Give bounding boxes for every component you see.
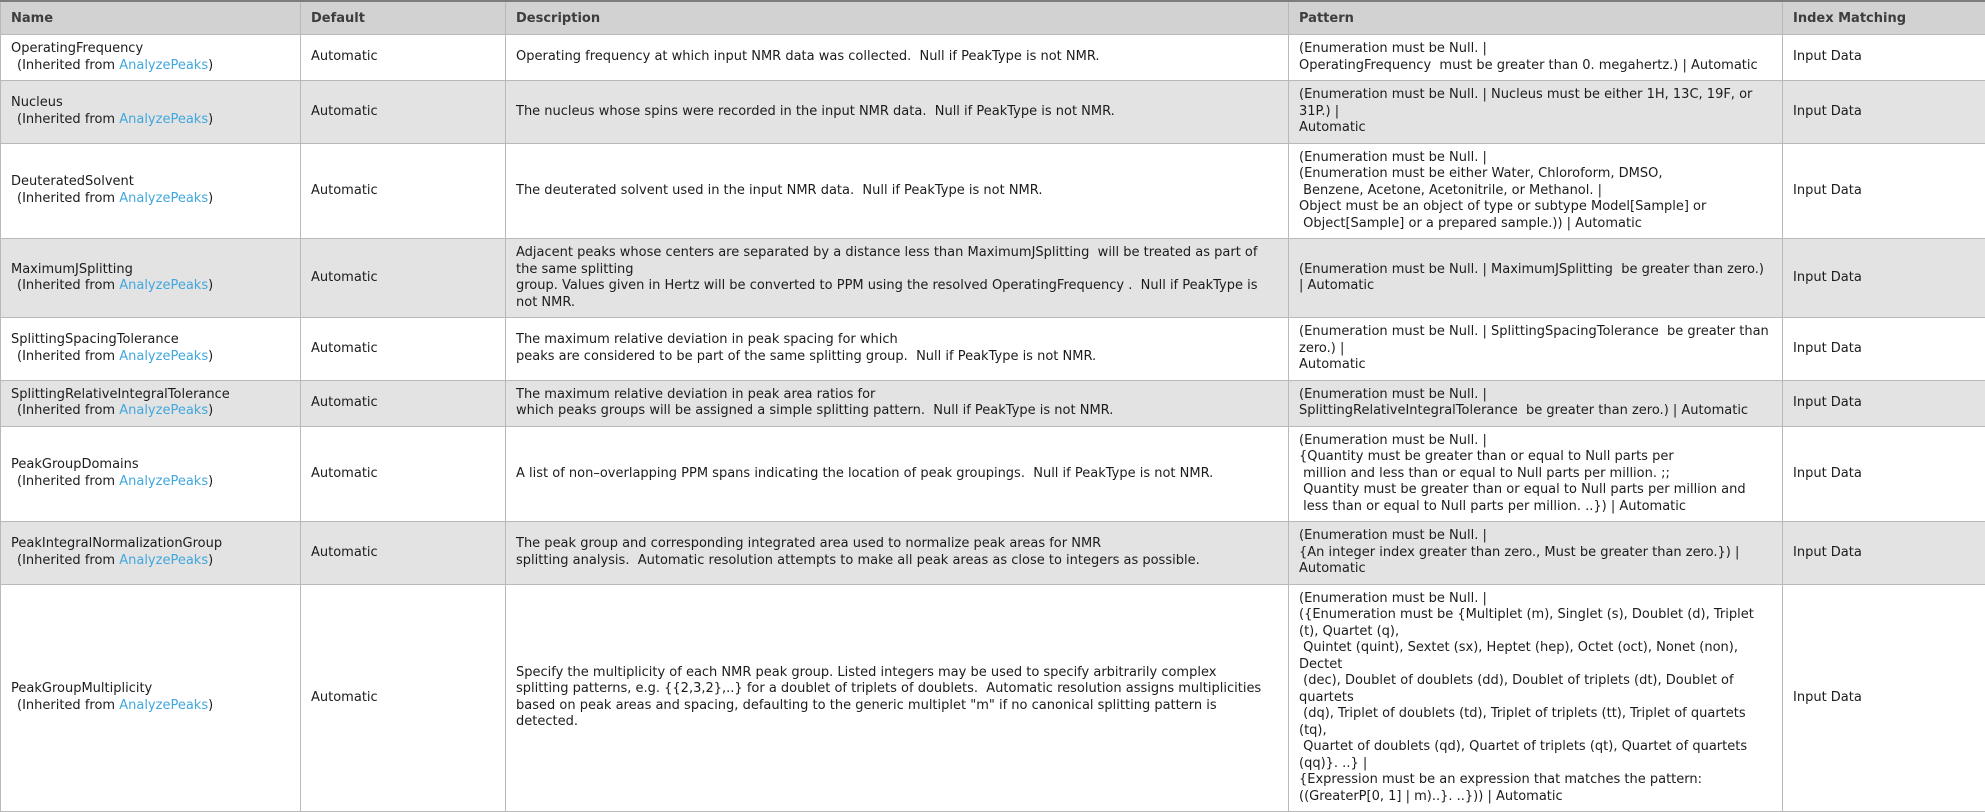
cell-description [506,81,1289,144]
analyzepeaks-link[interactable]: AnalyzePeaks [119,474,208,489]
cell-name [1,584,301,812]
cell-description [506,318,1289,381]
inherited-prefix: (Inherited from [17,58,119,73]
cell-name [1,239,301,318]
text-line: OperatingFrequency must be greater than 0. megahertz.) | Automatic [1299,58,1772,75]
cell-default: Automatic [301,426,506,522]
inherited-prefix: (Inherited from [17,553,119,568]
cell-index-matching: Input Data [1783,239,1985,318]
cell-description [506,522,1289,585]
inherited-prefix: (Inherited from [17,349,119,364]
analyzepeaks-link[interactable]: AnalyzePeaks [119,553,208,568]
column-header-pattern: Pattern [1289,1,1783,35]
text-line: (Enumeration must be Null. | [1299,433,1772,450]
table-row [1,522,1985,585]
inherited-from-line [11,403,290,420]
analyzepeaks-link[interactable]: AnalyzePeaks [119,112,208,127]
parameter-name: SplittingSpacingTolerance [11,332,290,349]
analyzepeaks-link[interactable]: AnalyzePeaks [119,191,208,206]
cell-pattern [1289,239,1783,318]
text-line: million and less than or equal to Null parts per million. ;; [1299,466,1772,483]
text-line: (Enumeration must be Null. | SplittingSpacingTolerance be greater than zero.) | [1299,324,1772,357]
column-header-default: Default [301,1,506,35]
cell-index-matching: Input Data [1783,318,1985,381]
text-line: group. Values given in Hertz will be converted to PPM using the resolved OperatingFrequency . Null if PeakType is not NMR. [516,278,1278,311]
parameter-name: PeakIntegralNormalizationGroup [11,536,290,553]
cell-name [1,426,301,522]
cell-default: Automatic [301,380,506,426]
text-line: less than or equal to Null parts per million. ..}) | Automatic [1299,499,1772,516]
inherited-suffix: ) [208,553,213,568]
cell-description [506,35,1289,81]
cell-pattern [1289,584,1783,812]
inherited-suffix: ) [208,349,213,364]
text-line: The nucleus whose spins were recorded in the input NMR data. Null if PeakType is not NMR. [516,104,1278,121]
cell-pattern [1289,81,1783,144]
inherited-suffix: ) [208,191,213,206]
table-row [1,584,1985,812]
cell-name [1,380,301,426]
table-row [1,143,1985,239]
cell-pattern [1289,143,1783,239]
text-line: Quantity must be greater than or equal to Null parts per million and [1299,482,1772,499]
inherited-prefix: (Inherited from [17,474,119,489]
table-row [1,35,1985,81]
cell-pattern [1289,522,1783,585]
text-line: (Enumeration must be either Water, Chloroform, DMSO, [1299,166,1772,183]
parameter-name: OperatingFrequency [11,41,290,58]
table-row [1,426,1985,522]
inherited-from-line [11,553,290,570]
cell-index-matching: Input Data [1783,81,1985,144]
text-line: (Enumeration must be Null. | [1299,387,1772,404]
header-row [1,1,1985,35]
cell-default: Automatic [301,35,506,81]
inherited-from-line [11,112,290,129]
text-line: Automatic [1299,357,1772,374]
text-line: (dq), Triplet of doublets (td), Triplet of triplets (tt), Triplet of quartets (tq), [1299,706,1772,739]
text-line: which peaks groups will be assigned a simple splitting pattern. Null if PeakType is not NMR. [516,403,1278,420]
text-line: Adjacent peaks whose centers are separated by a distance less than MaximumJSplitting will be treated as part of the same splitting [516,245,1278,278]
cell-name [1,81,301,144]
cell-index-matching: Input Data [1783,584,1985,812]
text-line: peaks are considered to be part of the same splitting group. Null if PeakType is not NMR. [516,349,1278,366]
cell-pattern [1289,426,1783,522]
inherited-from-line [11,58,290,75]
text-line: (Enumeration must be Null. | Nucleus must be either 1H, 13C, 19F, or 31P.) | [1299,87,1772,120]
text-line: Object must be an object of type or subtype Model[Sample] or [1299,199,1772,216]
parameter-name: PeakGroupDomains [11,457,290,474]
inherited-suffix: ) [208,698,213,713]
inherited-from-line [11,698,290,715]
inherited-suffix: ) [208,474,213,489]
text-line: {An integer index greater than zero., Must be greater than zero.}) | Automatic [1299,545,1772,578]
inherited-prefix: (Inherited from [17,112,119,127]
text-line: The maximum relative deviation in peak spacing for which [516,332,1278,349]
text-line: based on peak areas and spacing, defaulting to the generic multiplet "m" if no canonical splitting pattern is detected. [516,698,1278,731]
inherited-from-line [11,278,290,295]
cell-index-matching: Input Data [1783,35,1985,81]
cell-default: Automatic [301,584,506,812]
text-line: Specify the multiplicity of each NMR peak group. Listed integers may be used to specify arbitrarily complex [516,665,1278,682]
table-row [1,239,1985,318]
analyzepeaks-link[interactable]: AnalyzePeaks [119,58,208,73]
cell-pattern [1289,380,1783,426]
text-line: Object[Sample] or a prepared sample.)) | Automatic [1299,216,1772,233]
inherited-suffix: ) [208,403,213,418]
table-body [1,35,1985,812]
cell-default: Automatic [301,81,506,144]
cell-name [1,35,301,81]
text-line: {Quantity must be greater than or equal to Null parts per [1299,449,1772,466]
parameter-name: DeuteratedSolvent [11,174,290,191]
column-header-description: Description [506,1,1289,35]
cell-pattern [1289,35,1783,81]
text-line: splitting patterns, e.g. {{2,3,2},..} for a doublet of triplets of doublets. Automatic resolution assigns multiplicities [516,681,1278,698]
text-line: The maximum relative deviation in peak area ratios for [516,387,1278,404]
text-line: Quartet of doublets (qd), Quartet of triplets (qt), Quartet of quartets (qq)}. ..} | [1299,739,1772,772]
cell-default: Automatic [301,239,506,318]
analyzepeaks-link[interactable]: AnalyzePeaks [119,278,208,293]
cell-index-matching: Input Data [1783,143,1985,239]
table-row [1,318,1985,381]
analyzepeaks-link[interactable]: AnalyzePeaks [119,403,208,418]
parameter-name: Nucleus [11,95,290,112]
cell-index-matching: Input Data [1783,522,1985,585]
text-line: Automatic [1299,120,1772,137]
cell-index-matching: Input Data [1783,380,1985,426]
text-line: (Enumeration must be Null. | [1299,41,1772,58]
inherited-prefix: (Inherited from [17,403,119,418]
inherited-suffix: ) [208,112,213,127]
text-line: The peak group and corresponding integrated area used to normalize peak areas for NMR [516,536,1278,553]
parameter-name: PeakGroupMultiplicity [11,681,290,698]
cell-default: Automatic [301,143,506,239]
parameter-name: SplittingRelativeIntegralTolerance [11,387,290,404]
text-line: {Expression must be an expression that matches the pattern: [1299,772,1772,789]
text-line: ((GreaterP[0, 1] | m)..}. ..})) | Automatic [1299,789,1772,806]
text-line: (Enumeration must be Null. | MaximumJSplitting be greater than zero.) | Automatic [1299,262,1772,295]
analyzepeaks-link[interactable]: AnalyzePeaks [119,349,208,364]
text-line: (Enumeration must be Null. | [1299,528,1772,545]
text-line: Operating frequency at which input NMR data was collected. Null if PeakType is not NMR. [516,49,1278,66]
text-line: Quintet (quint), Sextet (sx), Heptet (hep), Octet (oct), Nonet (non), Dectet [1299,640,1772,673]
column-header-index-matching: Index Matching [1783,1,1985,35]
inherited-suffix: ) [208,58,213,73]
text-line: ({Enumeration must be {Multiplet (m), Singlet (s), Doublet (d), Triplet (t), Quartet (q), [1299,607,1772,640]
text-line: The deuterated solvent used in the input NMR data. Null if PeakType is not NMR. [516,183,1278,200]
cell-description [506,239,1289,318]
inherited-from-line [11,191,290,208]
table-row [1,380,1985,426]
inherited-suffix: ) [208,278,213,293]
cell-description [506,426,1289,522]
text-line: (dec), Doublet of doublets (dd), Doublet of triplets (dt), Doublet of quartets [1299,673,1772,706]
cell-default: Automatic [301,318,506,381]
text-line: splitting analysis. Automatic resolution attempts to make all peak areas as close to integers as possible. [516,553,1278,570]
cell-description [506,143,1289,239]
cell-description [506,584,1289,812]
inherited-from-line [11,474,290,491]
column-header-name: Name [1,1,301,35]
text-line: Benzene, Acetone, Acetonitrile, or Methanol. | [1299,183,1772,200]
cell-pattern [1289,318,1783,381]
text-line: (Enumeration must be Null. | [1299,150,1772,167]
inherited-prefix: (Inherited from [17,278,119,293]
cell-name [1,522,301,585]
cell-index-matching: Input Data [1783,426,1985,522]
inherited-from-line [11,349,290,366]
text-line: A list of non–overlapping PPM spans indicating the location of peak groupings. Null if PeakType is not NMR. [516,466,1278,483]
text-line: SplittingRelativeIntegralTolerance be greater than zero.) | Automatic [1299,403,1772,420]
cell-name [1,318,301,381]
inherited-prefix: (Inherited from [17,698,119,713]
cell-default: Automatic [301,522,506,585]
text-line: (Enumeration must be Null. | [1299,591,1772,608]
inherited-prefix: (Inherited from [17,191,119,206]
table-row [1,81,1985,144]
cell-description [506,380,1289,426]
parameter-name: MaximumJSplitting [11,262,290,279]
cell-name [1,143,301,239]
analyzepeaks-link[interactable]: AnalyzePeaks [119,698,208,713]
